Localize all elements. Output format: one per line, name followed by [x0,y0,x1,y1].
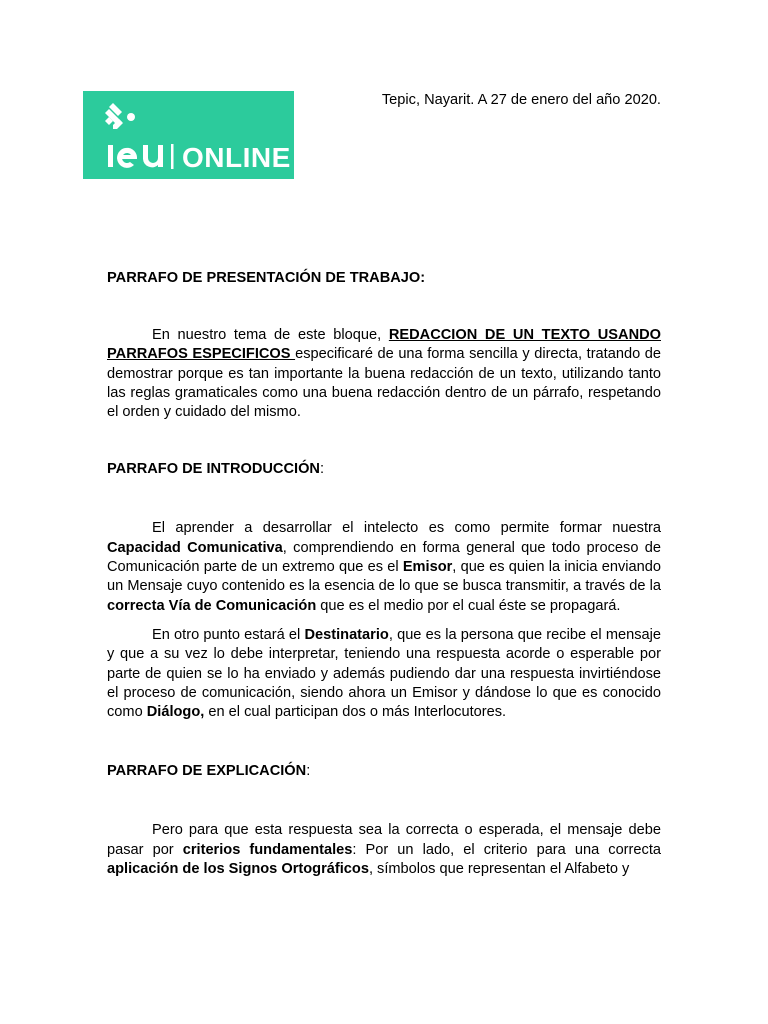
text-run: en el cual participan dos o más Interlocutores. [204,704,507,721]
bold-term: Capacidad Comunicativa [107,539,283,556]
bold-term: aplicación de los Signos Ortográficos [107,861,369,878]
heading-colon: : [319,461,325,478]
svg-text:ONLINE: ONLINE [182,142,291,173]
bold-term: criterios fundamentales [182,841,353,858]
paragraph-explicacion [107,821,661,879]
document-body [107,269,661,879]
paragraph-presentacion [107,326,661,422]
heading-text: PARRAFO DE EXPLICACIÓN [107,763,307,780]
text-run: En otro punto estará el [152,626,305,643]
text-run: , símbolos que representan el Alfabeto y [368,861,630,878]
heading-colon: : [306,763,311,780]
heading-explicacion [107,762,661,781]
paragraph-introduccion-1 [107,519,661,615]
text-run: Pero para que esta respuesta sea la correcta o esperada, el mensaje debe pasar por [107,822,661,858]
bold-term: correcta Vía de Comunicación [107,597,317,614]
place-date-line: Tepic, Nayarit. A 27 de enero del año 2020. [381,92,661,108]
heading-presentacion: PARRAFO DE PRESENTACIÓN DE TRABAJO: [107,270,426,286]
text-run: especificaré de una forma sencilla y directa, tratando de demostrar porque es tan importante la buena redacción de un texto, utilizando tanto las reglas gramaticales como una buena redacción dentro de un párrafo, respetando el orden y cuidado del mismo. [107,346,661,421]
text-run: : Por un lado, el criterio para una correcta [352,841,661,858]
ieu-online-logo-graphic [83,91,294,179]
heading-introduccion [107,460,661,479]
text-run: , que es la persona que recibe el mensaje y que a su vez lo debe interpretar, teniendo una respuesta acorde o esperable por parte de quien se lo ha enviado y además pudiendo dar una respuesta invirtiéndose el proceso de comunicación, siendo ahora un Emisor y dándose lo que es conocido como [107,626,661,721]
bold-term: Diálogo, [146,704,205,721]
heading-text: PARRAFO DE INTRODUCCIÓN [107,461,320,478]
paragraph-introduccion-2 [107,626,661,722]
bold-term: Emisor [402,559,453,576]
ieu-wordmark [108,144,174,169]
text-run: , comprendiendo en forma general que todo proceso de Comunicación parte de un extremo que es el [107,539,661,576]
text-run: que es el medio por el cual éste se propagará. [316,597,621,614]
text-run: En nuestro tema de este bloque, [152,327,389,343]
ieu-online-logo [83,91,294,179]
chevron-arrow-icon [105,103,135,129]
text-run: El aprender a desarrollar el intelecto es como permite formar nuestra [152,520,661,537]
text-run: , que es quien la inicia enviando un Mensaje cuyo contenido es la esencia de lo que se busca transmitir, a través de la [107,559,661,595]
bold-term: Destinatario [304,626,389,643]
topic-title: REDACCION DE UN TEXTO USANDO PARRAFOS ESPECIFICOS [107,327,661,363]
